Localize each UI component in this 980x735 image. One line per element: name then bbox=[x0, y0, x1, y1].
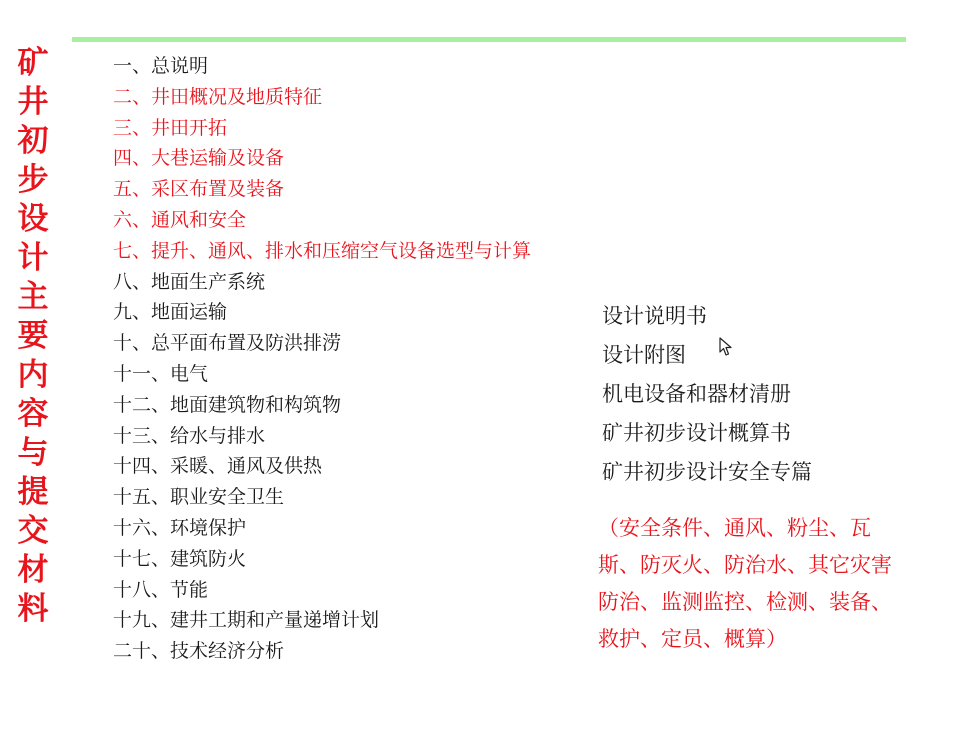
safety-note bbox=[598, 510, 978, 658]
contents-item: 四、大巷运输及设备 bbox=[113, 147, 285, 170]
title-character: 容 bbox=[17, 396, 49, 432]
title-character: 矿 bbox=[17, 45, 49, 81]
title-character: 与 bbox=[17, 435, 49, 471]
title-character: 设 bbox=[17, 201, 49, 237]
contents-item: 一、总说明 bbox=[113, 55, 209, 77]
contents-item: 八、地面生产系统 bbox=[113, 270, 266, 293]
contents-item: 十八、节能 bbox=[113, 578, 209, 601]
contents-item: 七、提升、通风、排水和压缩空气设备选型与计算 bbox=[113, 239, 532, 262]
material-item: 设计附图 bbox=[602, 343, 686, 367]
contents-item: 十五、职业安全卫生 bbox=[113, 486, 285, 509]
title-character: 料 bbox=[17, 591, 49, 627]
title-character: 计 bbox=[17, 240, 49, 276]
contents-item: 十九、建井工期和产量递增计划 bbox=[113, 609, 380, 632]
title-character: 要 bbox=[17, 318, 49, 354]
title-character: 初 bbox=[17, 123, 49, 159]
material-item: 机电设备和器材清册 bbox=[602, 382, 791, 406]
top-divider bbox=[72, 37, 906, 42]
note-line: 救护、定员、概算） bbox=[598, 627, 787, 651]
material-item: 矿井初步设计概算书 bbox=[602, 421, 791, 445]
material-item: 矿井初步设计安全专篇 bbox=[602, 460, 812, 484]
contents-item: 九、地面运输 bbox=[113, 301, 228, 324]
title-character: 材 bbox=[17, 552, 49, 588]
title-character: 主 bbox=[17, 279, 49, 315]
contents-item: 十一、电气 bbox=[113, 362, 209, 385]
contents-item: 十、总平面布置及防洪排涝 bbox=[113, 332, 342, 355]
title-character: 提 bbox=[17, 474, 49, 510]
contents-item: 二、井田概况及地质特征 bbox=[113, 85, 323, 108]
title-character: 内 bbox=[17, 357, 49, 393]
title-character: 井 bbox=[17, 84, 49, 120]
contents-item: 十二、地面建筑物和构筑物 bbox=[113, 393, 342, 416]
title-character: 交 bbox=[17, 513, 49, 549]
contents-item: 三、井田开拓 bbox=[113, 116, 228, 139]
note-line: （安全条件、通风、粉尘、瓦 bbox=[598, 516, 871, 540]
contents-item: 五、采区布置及装备 bbox=[113, 178, 285, 201]
contents-item: 十七、建筑防火 bbox=[113, 547, 247, 570]
contents-item: 十四、采暖、通风及供热 bbox=[113, 455, 323, 478]
material-item: 设计说明书 bbox=[602, 304, 707, 328]
materials-list bbox=[602, 297, 812, 492]
contents-item: 六、通风和安全 bbox=[113, 208, 247, 231]
contents-item: 二十、技术经济分析 bbox=[113, 640, 285, 663]
contents-item: 十三、给水与排水 bbox=[113, 424, 266, 447]
note-line: 防治、监测监控、检测、装备、 bbox=[598, 590, 892, 614]
contents-list bbox=[113, 51, 531, 667]
mouse-pointer-icon bbox=[719, 337, 733, 357]
vertical-title bbox=[8, 44, 58, 629]
title-character: 步 bbox=[17, 162, 49, 198]
note-line: 斯、防灭火、防治水、其它灾害 bbox=[598, 553, 892, 577]
contents-item: 十六、环境保护 bbox=[113, 516, 247, 539]
